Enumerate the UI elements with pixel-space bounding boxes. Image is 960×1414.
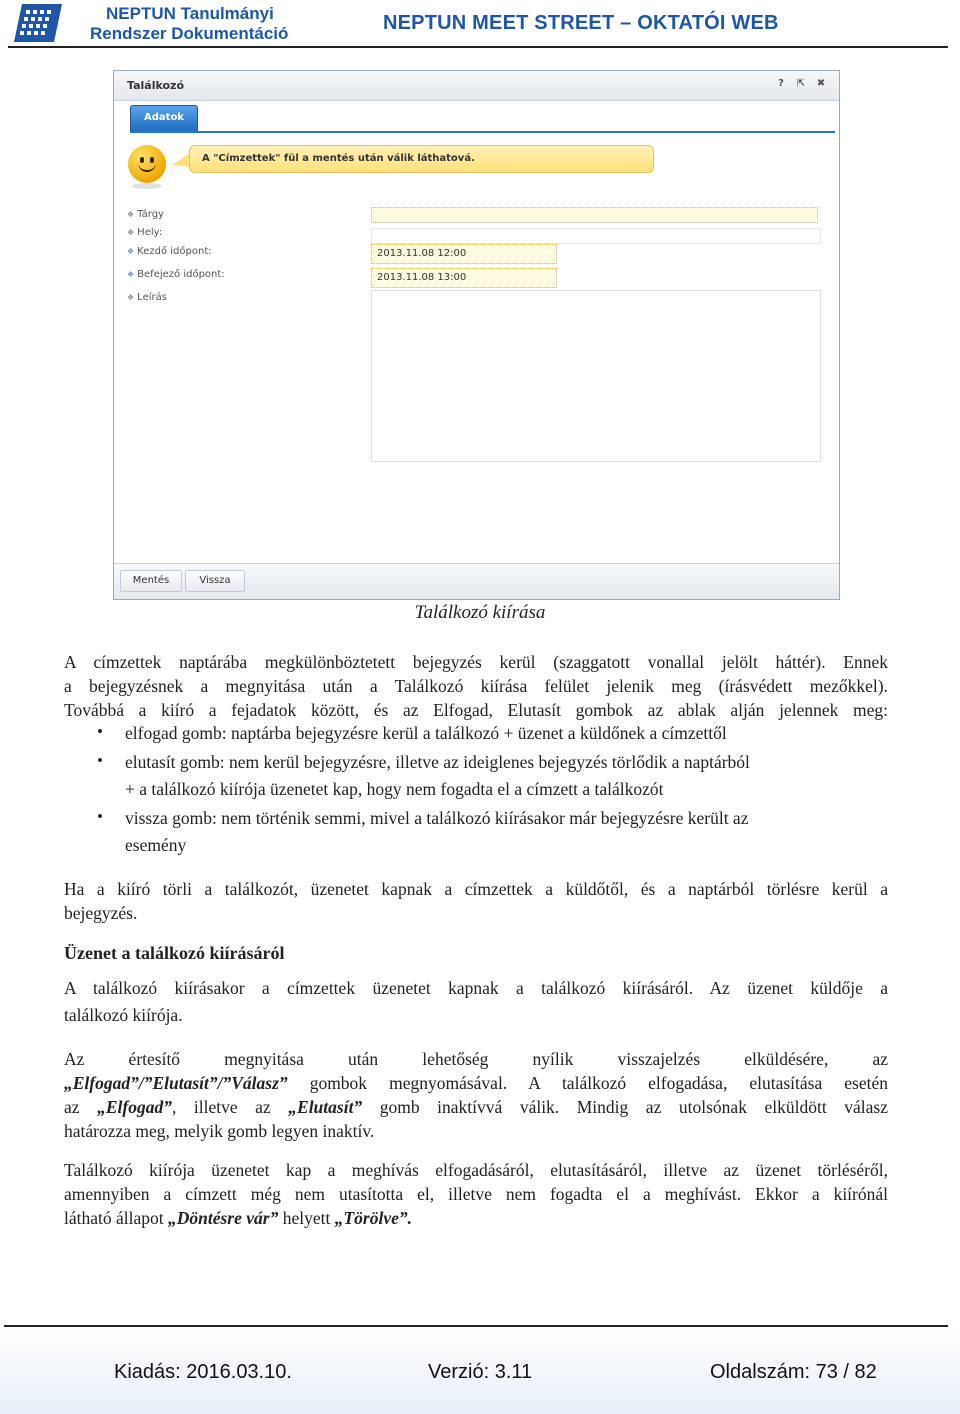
text-line: vissza gomb: nem történik semmi, mivel a találkozó kiírásakor már bejegyzésre került az: [125, 808, 749, 828]
status-pending: „Döntésre vár”: [168, 1208, 279, 1228]
brand-line1: NEPTUN Tanulmányi: [106, 4, 274, 23]
paragraph-2: [64, 877, 888, 925]
end-input[interactable]: 2013.11.08 13:00: [371, 268, 557, 288]
diamond-icon: ❖: [127, 270, 135, 279]
text-line: elutasít gomb: nem kerül bejegyzésre, illetve az ideiglenes bejegyzés törlődik a naptárból: [125, 752, 750, 772]
header-divider: [8, 46, 948, 48]
text-line: találkozó kiírója.: [64, 1005, 183, 1025]
text-line: határozza meg, melyik gomb legyen inaktív.: [64, 1121, 375, 1141]
accept-name: „Elfogad”: [97, 1097, 172, 1117]
text-line: Találkozó kiírója üzenetet kap a meghívás elfogadásáról, elutasításáról, illetve az üzenet törléséről,: [64, 1160, 888, 1180]
header-title: NEPTUN MEET STREET – OKTATÓI WEB: [383, 12, 779, 34]
help-icon[interactable]: ?: [778, 78, 784, 89]
brand-line2: Rendszer Dokumentáció: [90, 24, 289, 43]
text-line: + a találkozó kiírója üzenetet kap, hogy nem fogadta el a címzett a találkozót: [125, 779, 664, 799]
text-line: Továbbá a kiíró a fejadatok között, és az Elfogad, Elutasít gombok az ablak alján jelennek meg:: [64, 700, 888, 720]
tab-data[interactable]: Adatok: [130, 105, 198, 132]
subject-label: ❖ Tárgy: [127, 209, 164, 220]
page-footer: [0, 1328, 960, 1414]
text-line: a bejegyzésnek a megnyitása után a Találkozó kiírása felület jelenik meg (írásvédett mezőkkel).: [64, 676, 888, 696]
bubble-tail: [172, 153, 190, 167]
bullet-marker: •: [97, 722, 103, 741]
diamond-icon: ❖: [127, 293, 135, 302]
description-textarea[interactable]: [371, 290, 821, 462]
info-bubble: A "Címzettek" fül a mentés után válik láthatová.: [189, 145, 654, 173]
close-icon[interactable]: ✖: [816, 78, 826, 89]
start-input[interactable]: 2013.11.08 12:00: [371, 244, 557, 264]
release-date: Kiadás: 2016.03.10.: [114, 1361, 292, 1383]
paragraph-4: [64, 1047, 888, 1143]
text-line: elfogad gomb: naptárba bejegyzésre kerül a találkozó + üzenet a küldőnek a címzettől: [125, 723, 727, 743]
footer-divider: [4, 1325, 948, 1327]
save-button[interactable]: Mentés: [120, 570, 182, 592]
figure-caption: Találkozó kiírása: [414, 602, 546, 623]
back-button[interactable]: Vissza: [185, 570, 245, 592]
bullet-item-reject: [125, 749, 865, 803]
version: Verzió: 3.11: [428, 1361, 533, 1383]
text-line: Az értesítő megnyitása után lehetőség nyílik visszajelzés elküldésére, az: [64, 1049, 888, 1069]
diamond-icon: ❖: [127, 228, 135, 237]
end-label: ❖ Befejező időpont:: [127, 269, 225, 280]
paragraph-3: [64, 975, 888, 1029]
page-header: [0, 0, 960, 50]
text-line: az „Elfogad”, illetve az „Elutasít” gomb inaktívvá válik. Mindig az utolsónak elküldött válasz: [64, 1097, 888, 1117]
start-label: ❖ Kezdő időpont:: [127, 246, 212, 257]
window-title: Találkozó: [127, 79, 185, 92]
text-line: A címzettek naptárába megkülönböztetett bejegyzés kerül (szaggatott vonallal jelölt háttér). Ennek: [64, 652, 888, 672]
section-heading: Üzenet a találkozó kiírásáról: [64, 943, 285, 963]
page-number: Oldalszám: 73 / 82: [710, 1361, 877, 1383]
desc-label: ❖ Leírás: [127, 292, 167, 303]
tab-underline: [130, 131, 835, 133]
bullet-item-back: [125, 805, 865, 859]
diamond-icon: ❖: [127, 210, 135, 219]
paragraph-1: [64, 650, 888, 722]
reject-name: „Elutasít”: [288, 1097, 363, 1117]
bullet-item-accept: [125, 720, 865, 747]
neptun-logo-icon: [14, 2, 62, 44]
paragraph-5: [64, 1158, 888, 1230]
button-names: „Elfogad”/”Elutasít”/”Válasz”: [64, 1073, 288, 1093]
smiley-icon: [128, 145, 166, 183]
meeting-window: [113, 70, 840, 600]
text-line: esemény: [125, 835, 187, 855]
place-input[interactable]: [371, 228, 821, 244]
text-line: A találkozó kiírásakor a címzettek üzenetet kapnak a találkozó kiírásáról. Az üzenet küldője a: [64, 978, 888, 998]
smiley-shadow: [132, 183, 162, 189]
bullet-marker: •: [97, 751, 103, 770]
text-line: Ha a kiíró törli a találkozót, üzenetet kapnak a címzettek a küldőtől, és a naptárból törlésre kerül a: [64, 879, 888, 899]
bullet-marker: •: [97, 807, 103, 826]
window-titlebar: [114, 71, 839, 101]
subject-input[interactable]: [371, 207, 818, 223]
text-line: „Elfogad”/”Elutasít”/”Válasz” gombok megnyomásával. A találkozó elfogadása, elutasítása esetén: [64, 1073, 888, 1093]
popout-icon[interactable]: ⇱: [796, 78, 806, 89]
text-line: látható állapot „Döntésre vár” helyett „Törölve”.: [64, 1208, 412, 1228]
status-deleted: „Törölve”.: [334, 1208, 412, 1228]
place-label: ❖ Hely:: [127, 227, 163, 238]
diamond-icon: ❖: [127, 247, 135, 256]
window-footer: [114, 563, 839, 599]
brand-text: [90, 4, 288, 44]
text-line: bejegyzés.: [64, 903, 138, 923]
text-line: amennyiben a címzett még nem utasította el, illetve nem fogadta el a meghívást. Ekkor a kiírónál: [64, 1184, 888, 1204]
